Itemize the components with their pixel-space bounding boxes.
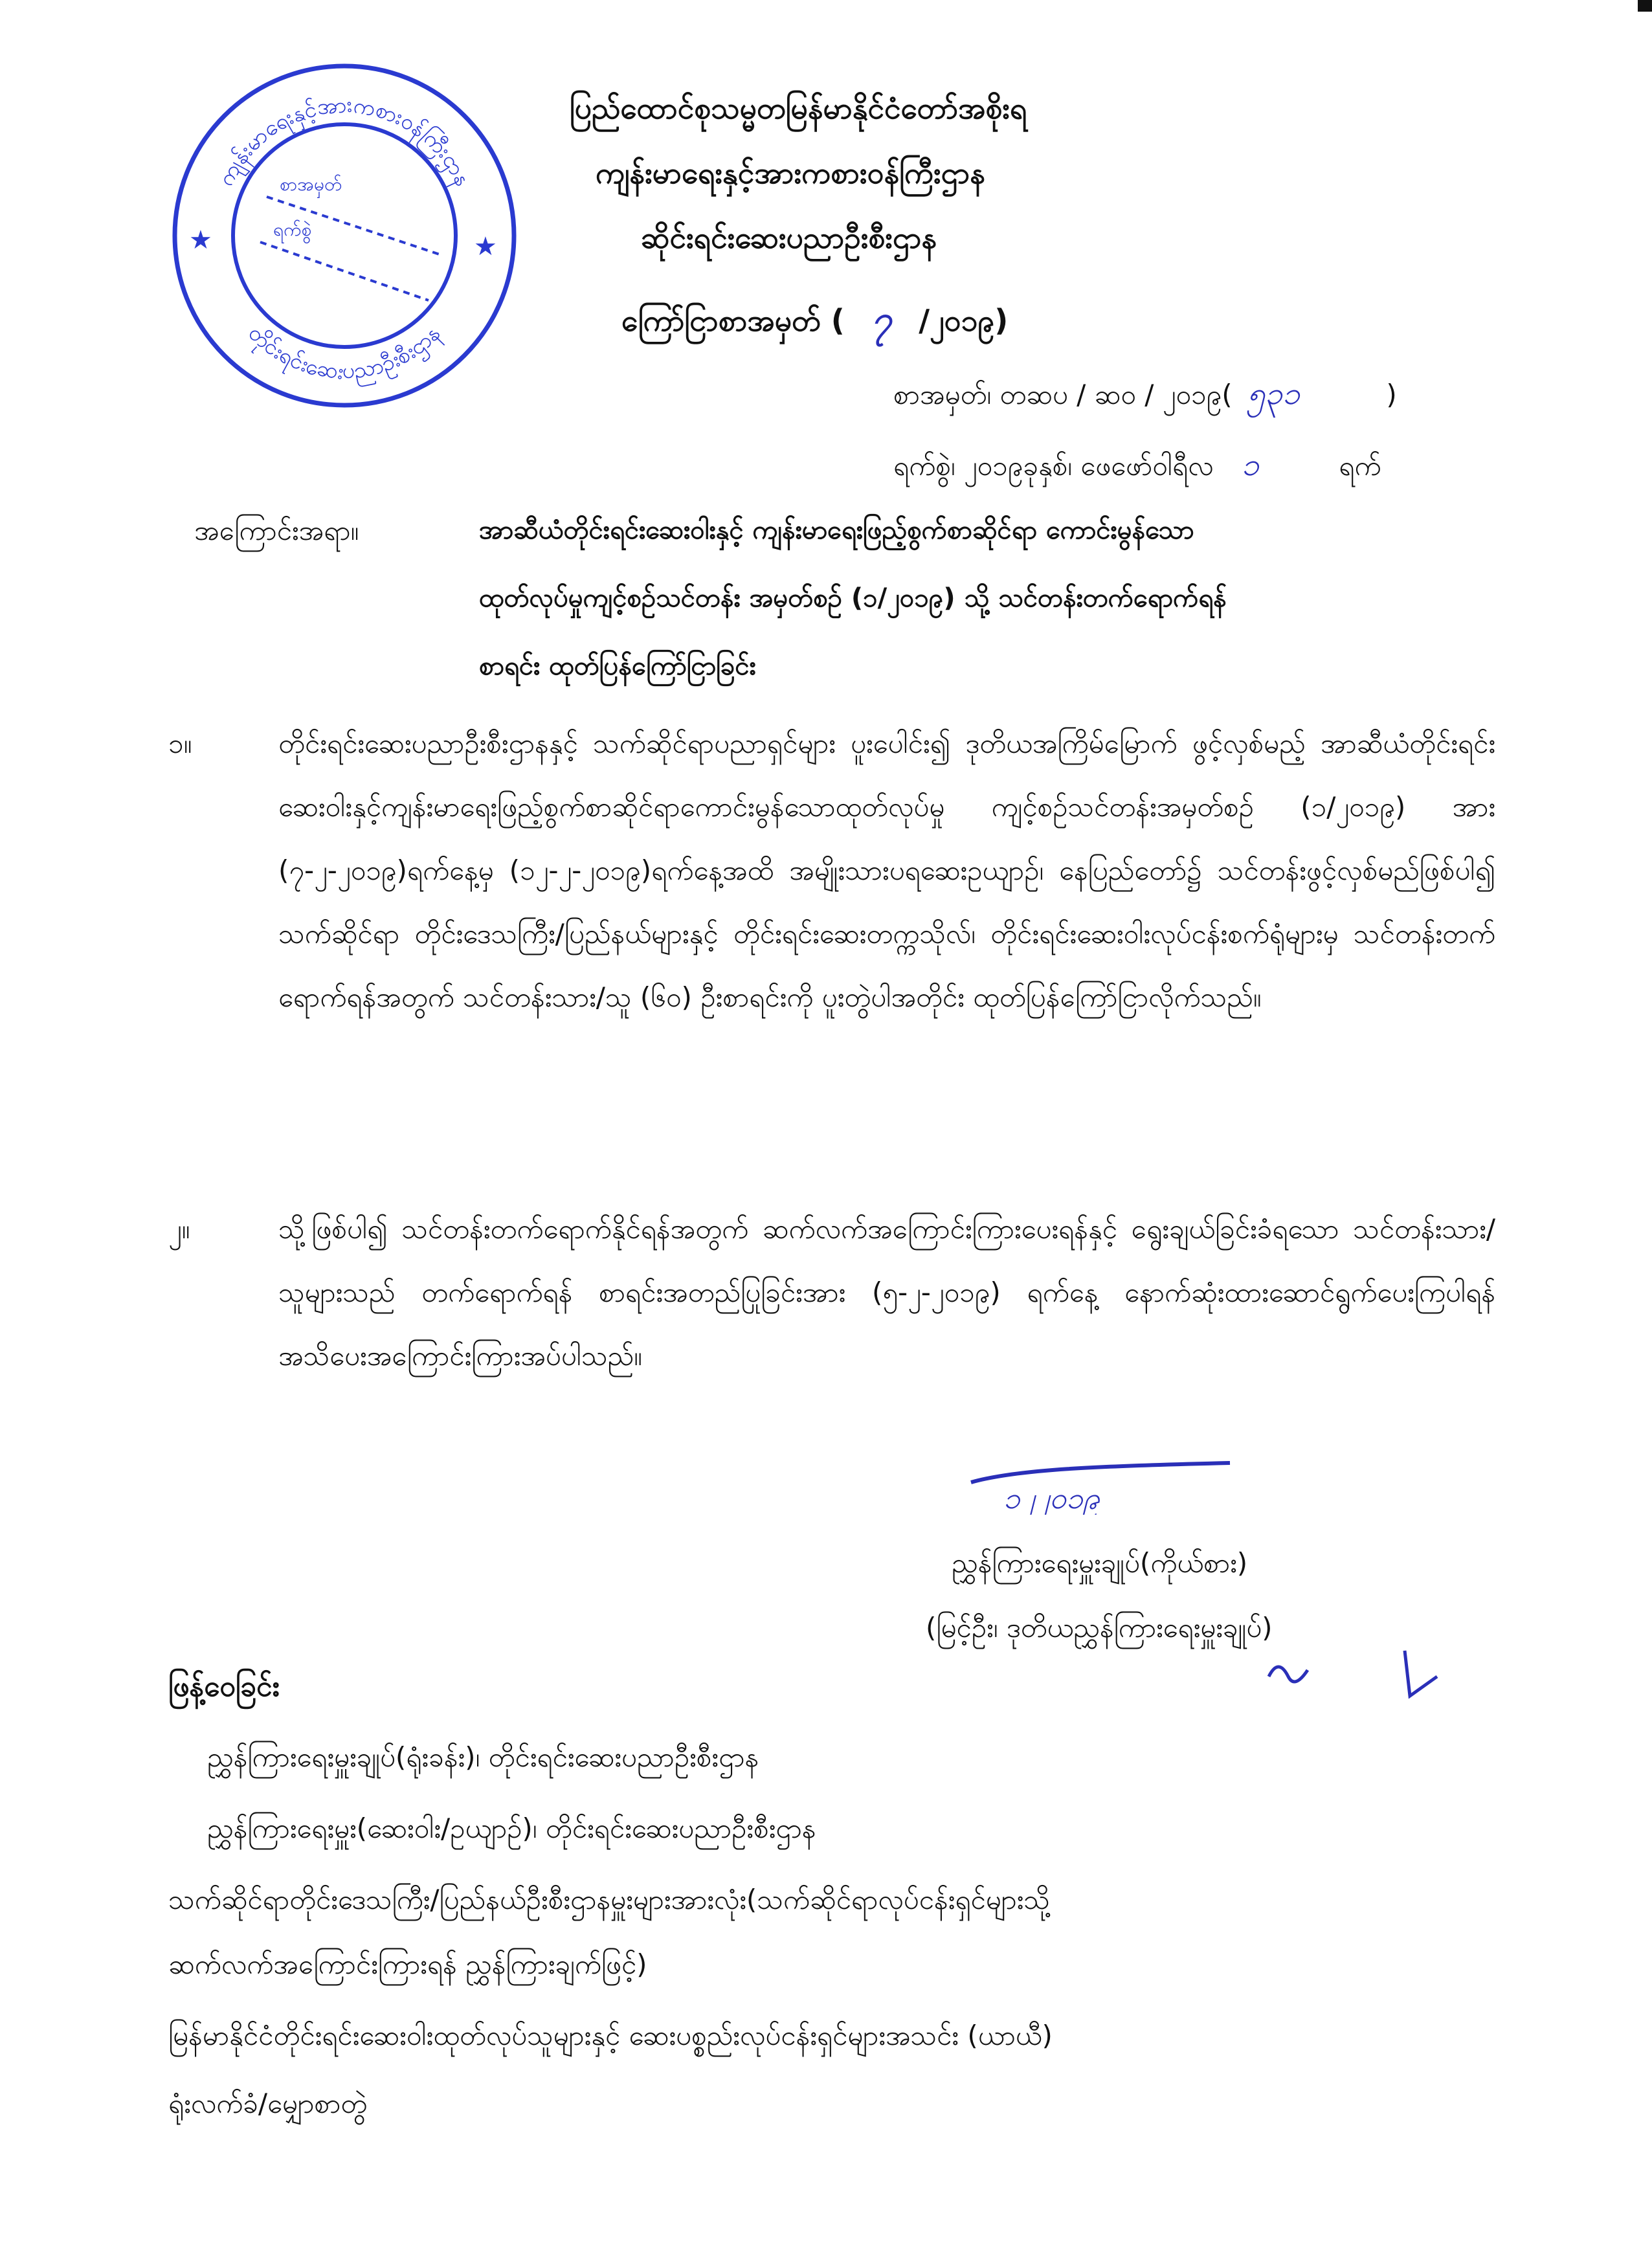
signatory-title: ညွှန်ကြားရေးမှူးချုပ်(ကိုယ်စား) — [952, 1547, 1248, 1579]
header-department: ဆိုင်းရင်းဆေးပညာဦးစီးဌာန — [641, 220, 937, 255]
initials-mark — [1256, 1638, 1450, 1709]
subject-line-1: အာဆီယံတိုင်းရင်းဆေးဝါးနှင့် ကျန်းမာရေးဖြည့်စွက်စာဆိုင်ရာ ကောင်းမွန်သော — [479, 515, 1194, 545]
announcement-number-prefix: ကြော်ငြာစာအမှတ် ( — [621, 303, 845, 338]
distribution-item: သက်ဆိုင်ရာတိုင်းဒေသကြီး/ပြည်နယ်ဦးစီးဌာနမှူးများအားလုံး(သက်ဆိုင်ရာလုပ်ငန်းရှင်များသို့ — [168, 1884, 1050, 1915]
seal-bottom-text: တိုင်းရင်းဆေးပညာဦးစီးဌာန — [243, 320, 446, 385]
handwritten-signature — [965, 1456, 1236, 1515]
letter-date-suffix: ရက် — [1339, 450, 1381, 482]
paragraph-number: ၁။ — [168, 728, 192, 759]
announcement-number-handwritten: ၇ — [871, 298, 892, 339]
distribution-item: ညွှန်ကြားရေးမှူးချုပ်(ရုံးခန်း)၊ တိုင်းရင်းဆေးပညာဦးစီးဌာန — [207, 1741, 759, 1773]
distribution-item: ရုံးလက်ခံ/မျှောစာတွဲ — [168, 2088, 368, 2119]
header-ministry: ကျန်းမာရေးနှင့်အားကစားဝန်ကြီးဌာန — [596, 155, 985, 190]
body-paragraph-1 — [168, 712, 1495, 1029]
signature-handwritten-date: ၁၂၂၀၁၉ — [1003, 1480, 1100, 1515]
signatory-name: (မြင့်ဦး၊ ဒုတိယညွှန်ကြားရေးမှူးချုပ်) — [926, 1612, 1273, 1644]
letter-number — [893, 375, 1397, 413]
header-government: ပြည်ထောင်စုသမ္မတမြန်မာနိုင်ငံတော်အစိုးရ — [570, 91, 1027, 126]
announcement-number — [621, 298, 1008, 340]
letter-date-handwritten-day: ၁ — [1241, 447, 1259, 483]
seal-star-right-icon: ★ — [474, 232, 497, 262]
seal-inner-ring — [233, 124, 456, 347]
seal-field-date: ရက်စွဲ — [273, 219, 312, 240]
letter-number-prefix: စာအမှတ်၊ တဆပ / ဆ၀ / ၂၀၁၉( — [893, 379, 1233, 410]
official-seal — [170, 61, 519, 410]
announcement-number-suffix: /၂၀၁၉) — [919, 303, 1009, 338]
seal-star-left-icon: ★ — [189, 225, 212, 255]
distribution-item: မြန်မာနိုင်ငံတိုင်းရင်းဆေးဝါးထုတ်လုပ်သူများနှင့် ဆေးပစ္စည်းလုပ်ငန်းရှင်များအသင်း (ယာယီ) — [168, 2020, 1053, 2051]
subject-line-2: ထုတ်လုပ်မှုကျင့်စဉ်သင်တန်း အမှတ်စဉ် (၁/၂၀၁၉) သို့ သင်တန်းတက်ရောက်ရန် — [479, 583, 1227, 613]
letter-number-suffix: ) — [1386, 379, 1397, 410]
distribution-heading: ဖြန့်ဝေခြင်း — [168, 1670, 280, 1703]
scan-corner-mark — [1638, 0, 1652, 12]
distribution-item: ညွှန်ကြားရေးမှူး(ဆေးဝါး/ဥယျာဉ်)၊ တိုင်းရင်းဆေးပညာဦးစီးဌာန — [207, 1812, 816, 1844]
paragraph-number: ၂။ — [168, 1213, 190, 1245]
paragraph-text: တိုင်းရင်းဆေးပညာဦးစီးဌာနနှင့် သက်ဆိုင်ရာပညာရှင်များ ပူးပေါင်း၍ ဒုတိယအကြိမ်မြောက် ဖွင့်လှစ်မည့် အာဆီယံတိုင်းရင်းဆေးဝါးနှင့်ကျန်းမာရေးဖြည့်စွက်စာဆိုင်ရာကောင်းမွန်သောထုတ်လုပ်မှု ကျင့်စဉ်သင်တန်းအမှတ်စဉ် (၁/၂၀၁၉) အား (၇-၂-၂၀၁၉)ရက်နေ့မှ (၁၂-၂-၂၀၁၉)ရက်နေ့အထိ အမျိုးသားပရဆေးဥယျာဉ်၊ နေပြည်တော်၌ သင်တန်းဖွင့်လှစ်မည်ဖြစ်ပါ၍ သက်ဆိုင်ရာ တိုင်းဒေသကြီး/ပြည်နယ်များနှင့် တိုင်းရင်းဆေးတက္ကသိုလ်၊ တိုင်းရင်းဆေးဝါးလုပ်ငန်းစက်ရုံများမှ သင်တန်းတက်ရောက်ရန်အတွက် သင်တန်းသား/သူ (၆၀) ဦးစာရင်းကို ပူးတွဲပါအတိုင်း ထုတ်ပြန်ကြော်ငြာလိုက်သည်။ — [278, 728, 1495, 1013]
subject-line-3: စာရင်း ထုတ်ပြန်ကြော်ငြာခြင်း — [479, 651, 756, 681]
letter-date — [893, 447, 1381, 484]
seal-top-text: ကျန်းမာရေးနှင့်အားကစားဝန်ကြီးဌာန — [212, 91, 476, 191]
subject-label: အကြောင်းအရာ။ — [194, 515, 359, 546]
seal-field-number: စာအမှတ် — [280, 173, 342, 195]
body-paragraph-2 — [168, 1198, 1495, 1388]
distribution-item: ဆက်လက်အကြောင်းကြားရန် ညွှန်ကြားချက်ဖြင့်) — [168, 1948, 647, 1980]
letter-date-prefix: ရက်စွဲ၊ ၂၀၁၉ခုနှစ်၊ ဖေဖော်ဝါရီလ — [893, 450, 1214, 482]
letter-number-handwritten: ၅၃၁ — [1247, 375, 1300, 412]
paragraph-text: သို့ဖြစ်ပါ၍ သင်တန်းတက်ရောက်နိုင်ရန်အတွက် ဆက်လက်အကြောင်းကြားပေးရန်နှင့် ရွေးချယ်ခြင်းခံရသော သင်တန်းသား/သူများသည် တက်ရောက်ရန် စာရင်းအတည်ပြုခြင်းအား (၅-၂-၂၀၁၉) ရက်နေ့ နောက်ဆုံးထားဆောင်ရွက်ပေးကြပါရန် အသိပေးအကြောင်းကြားအပ်ပါသည်။ — [278, 1213, 1495, 1372]
